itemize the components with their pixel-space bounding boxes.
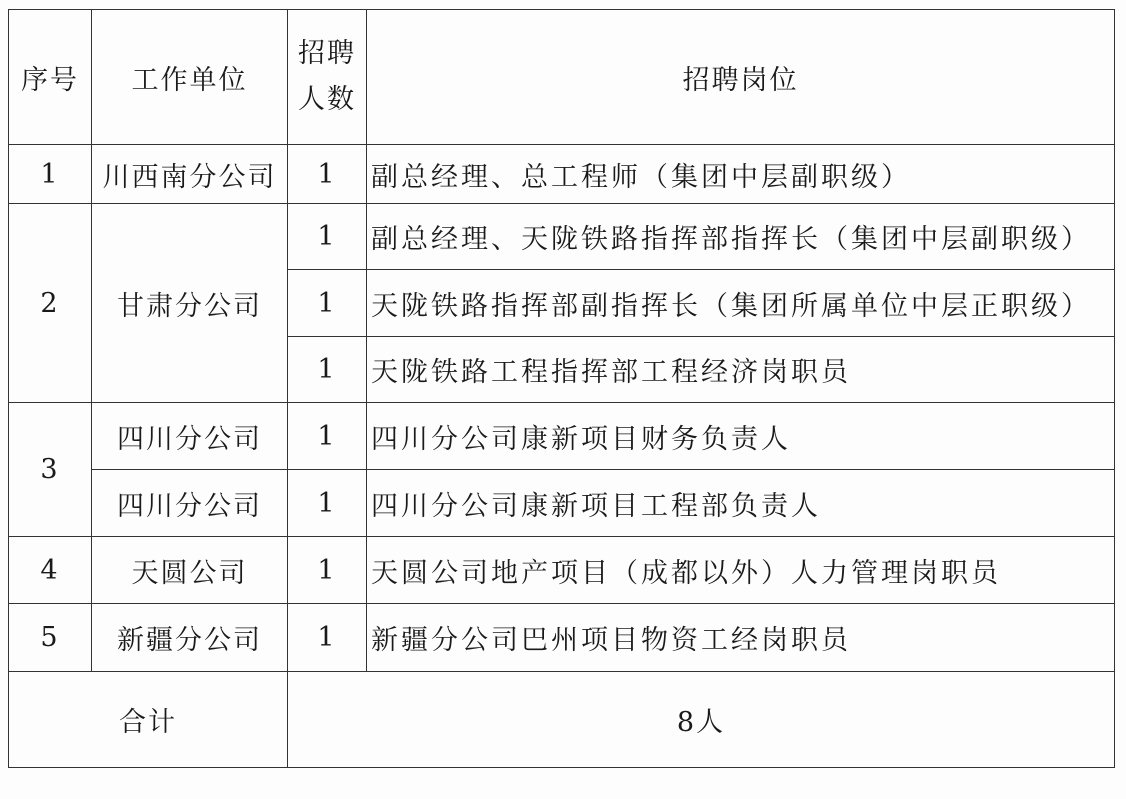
cell-seq: 3 <box>9 403 92 537</box>
cell-count: 1 <box>288 403 367 470</box>
cell-count: 1 <box>288 204 367 270</box>
cell-position: 四川分公司康新项目工程部负责人 <box>367 470 1115 537</box>
table-row <box>9 604 1115 672</box>
header-count-line2: 人数 <box>298 84 356 115</box>
header-count-line1: 招聘 <box>298 38 356 69</box>
cell-unit: 甘肃分公司 <box>92 204 288 403</box>
cell-unit: 天圆公司 <box>92 537 288 604</box>
cell-count: 1 <box>288 470 367 537</box>
cell-position: 新疆分公司巴州项目物资工经岗职员 <box>367 604 1115 672</box>
header-seq: 序号 <box>9 10 92 145</box>
table-row <box>9 145 1115 204</box>
recruitment-table <box>8 9 1115 768</box>
total-value: 8人 <box>288 672 1115 768</box>
cell-unit: 四川分公司 <box>92 403 288 470</box>
cell-count: 1 <box>288 604 367 672</box>
cell-position: 副总经理、总工程师（集团中层副职级） <box>367 145 1115 204</box>
cell-position: 天陇铁路工程指挥部工程经济岗职员 <box>367 337 1115 403</box>
header-count <box>288 10 367 145</box>
cell-count: 1 <box>288 270 367 337</box>
cell-seq: 2 <box>9 204 92 403</box>
header-unit: 工作单位 <box>92 10 288 145</box>
cell-count: 1 <box>288 537 367 604</box>
table-row <box>9 403 1115 470</box>
cell-unit: 四川分公司 <box>92 470 288 537</box>
table-row <box>9 204 1115 270</box>
cell-position: 天陇铁路指挥部副指挥长（集团所属单位中层正职级） <box>367 270 1115 337</box>
header-row <box>9 10 1115 145</box>
cell-position: 四川分公司康新项目财务负责人 <box>367 403 1115 470</box>
cell-position: 天圆公司地产项目（成都以外）人力管理岗职员 <box>367 537 1115 604</box>
cell-unit: 新疆分公司 <box>92 604 288 672</box>
cell-count: 1 <box>288 145 367 204</box>
total-row <box>9 672 1115 768</box>
table-row <box>9 537 1115 604</box>
cell-count: 1 <box>288 337 367 403</box>
cell-unit: 川西南分公司 <box>92 145 288 204</box>
header-position: 招聘岗位 <box>367 10 1115 145</box>
cell-position: 副总经理、天陇铁路指挥部指挥长（集团中层副职级） <box>367 204 1115 270</box>
cell-seq: 5 <box>9 604 92 672</box>
cell-seq: 4 <box>9 537 92 604</box>
table-row <box>9 470 1115 537</box>
cell-seq: 1 <box>9 145 92 204</box>
total-label: 合计 <box>9 672 288 768</box>
